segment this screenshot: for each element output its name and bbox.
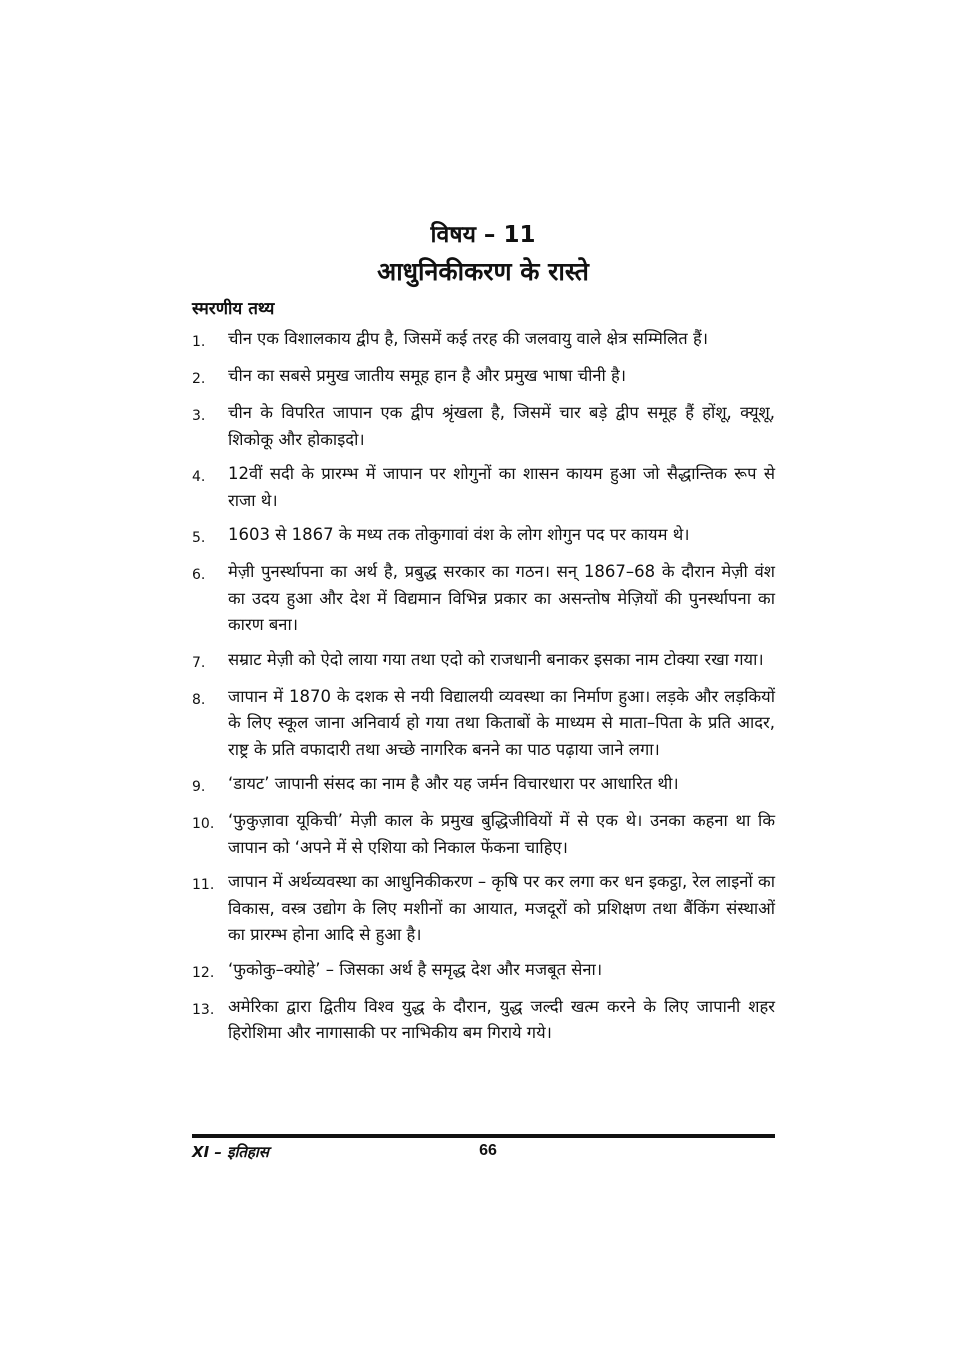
list-item-text: मेज़ी पुनर्स्थापना का अर्थ है, प्रबुद्ध सरकार का गठन। सन् 1867–68 के दौरान मेज़ी वंश का उदय हुआ और देश में विद्यमान विभिन्न प्रकार का असन्तोष मेज़ियों की पुनर्स्थापना का कारण बना। xyxy=(228,562,775,634)
list-item-text: अमेरिका द्वारा द्वितीय विश्व युद्ध के दौरान, युद्ध जल्दी खत्म करने के लिए जापानी शहर हिरोशिमा और नागासाकी पर नाभिकीय बम गिराये गये। xyxy=(228,996,775,1042)
list-item-text: 1603 से 1867 के मध्य तक तोकुगावां वंश के लोग शोगुन पद पर कायम थे। xyxy=(228,525,690,544)
list-item-number: 7. xyxy=(192,654,206,671)
list-item xyxy=(192,363,775,392)
list-item-number: 9. xyxy=(192,779,206,795)
list-item-number: 2. xyxy=(192,371,206,387)
list-item-number: 4. xyxy=(192,469,206,485)
list-item xyxy=(192,684,775,764)
list-item xyxy=(192,957,775,986)
page-number: 66 xyxy=(479,1142,497,1159)
list-item-text: सम्राट मेज़ी को ऐदो लाया गया तथा एदो को राजधानी बनाकर इसका नाम टोक्या रखा गया। xyxy=(228,649,764,669)
list-item xyxy=(192,522,775,551)
list-item xyxy=(192,869,775,949)
list-item-number: 6. xyxy=(192,567,206,583)
list-item xyxy=(192,994,775,1047)
footer-divider xyxy=(192,1134,775,1138)
list-item-text: ‘फुकुज़ावा यूकिची’ मेज़ी काल के प्रमुख बुद्धिजीवियों में से एक थे। उनका कहना था कि जापान को ‘अपने में से एशिया को निकाल फेंकना चाहिए। xyxy=(228,811,775,857)
list-item-number: 13. xyxy=(192,1001,215,1018)
list-item-number: 5. xyxy=(192,530,206,546)
chapter-number: विषय – 11 xyxy=(430,222,536,248)
list-item xyxy=(192,400,775,453)
list-item xyxy=(192,808,775,861)
facts-list xyxy=(192,326,775,1055)
list-item-number: 12. xyxy=(192,964,215,981)
list-item-text: चीन के विपरित जापान एक द्वीप श्रृंखला है, जिसमें चार बड़े द्वीप समूह हैं होंशू, क्यूशू, शिकोकू और होकाइदो। xyxy=(228,403,775,449)
list-item xyxy=(192,461,775,514)
list-item-number: 3. xyxy=(192,408,206,424)
list-item-text: ‘डायट’ जापानी संसद का नाम है और यह जर्मन विचारधारा पर आधारित थी। xyxy=(228,774,679,793)
list-item-text: जापान में 1870 के दशक से नयी विद्यालयी व्यवस्था का निर्माण हुआ। लड़के और लड़कियों के लिए स्कूल जाना अनिवार्य हो गया तथा किताबों के माध्यम से माता–पिता के प्रति आदर, राष्ट्र के प्रति वफादारी तथा अच्छे नागरिक बनने का पाठ पढ़ाया जाने लगा। xyxy=(228,686,775,759)
list-item xyxy=(192,559,775,639)
list-item xyxy=(192,771,775,800)
list-item-text: जापान में अर्थव्यवस्था का आधुनिकीकरण – कृषि पर कर लगा कर धन इकट्ठा, रेल लाइनों का विकास, वस्त्र उद्योग के लिए मशीनों का आयात, मजदूरों को प्रशिक्षण तथा बैंकिंग संस्थाओं का प्रारम्भ होना आदि से हुआ है। xyxy=(228,872,775,944)
list-item-number: 11. xyxy=(192,877,215,893)
list-item-text: चीन का सबसे प्रमुख जातीय समूह हान है और प्रमुख भाषा चीनी है। xyxy=(228,366,627,385)
section-heading: स्मरणीय तथ्य xyxy=(192,299,275,319)
list-item-text: ‘फुकोकु–क्योहे’ – जिसका अर्थ है समृद्ध देश और मजबूत सेना। xyxy=(228,959,603,979)
chapter-title: आधुनिकीकरण के रास्ते xyxy=(377,257,589,286)
footer-subject: XI – इतिहास xyxy=(192,1143,269,1161)
list-item xyxy=(192,647,775,676)
list-item-text: चीन एक विशालकाय द्वीप है, जिसमें कई तरह की जलवायु वाले क्षेत्र सम्मिलित हैं। xyxy=(228,329,708,348)
list-item-number: 1. xyxy=(192,334,206,350)
list-item xyxy=(192,326,775,355)
list-item-text: 12वीं सदी के प्रारम्भ में जापान पर शोगुनों का शासन कायम हुआ जो सैद्धान्तिक रूप से राजा थे। xyxy=(228,464,775,510)
list-item-number: 8. xyxy=(192,691,206,708)
list-item-number: 10. xyxy=(192,816,215,832)
title-block xyxy=(0,218,966,292)
